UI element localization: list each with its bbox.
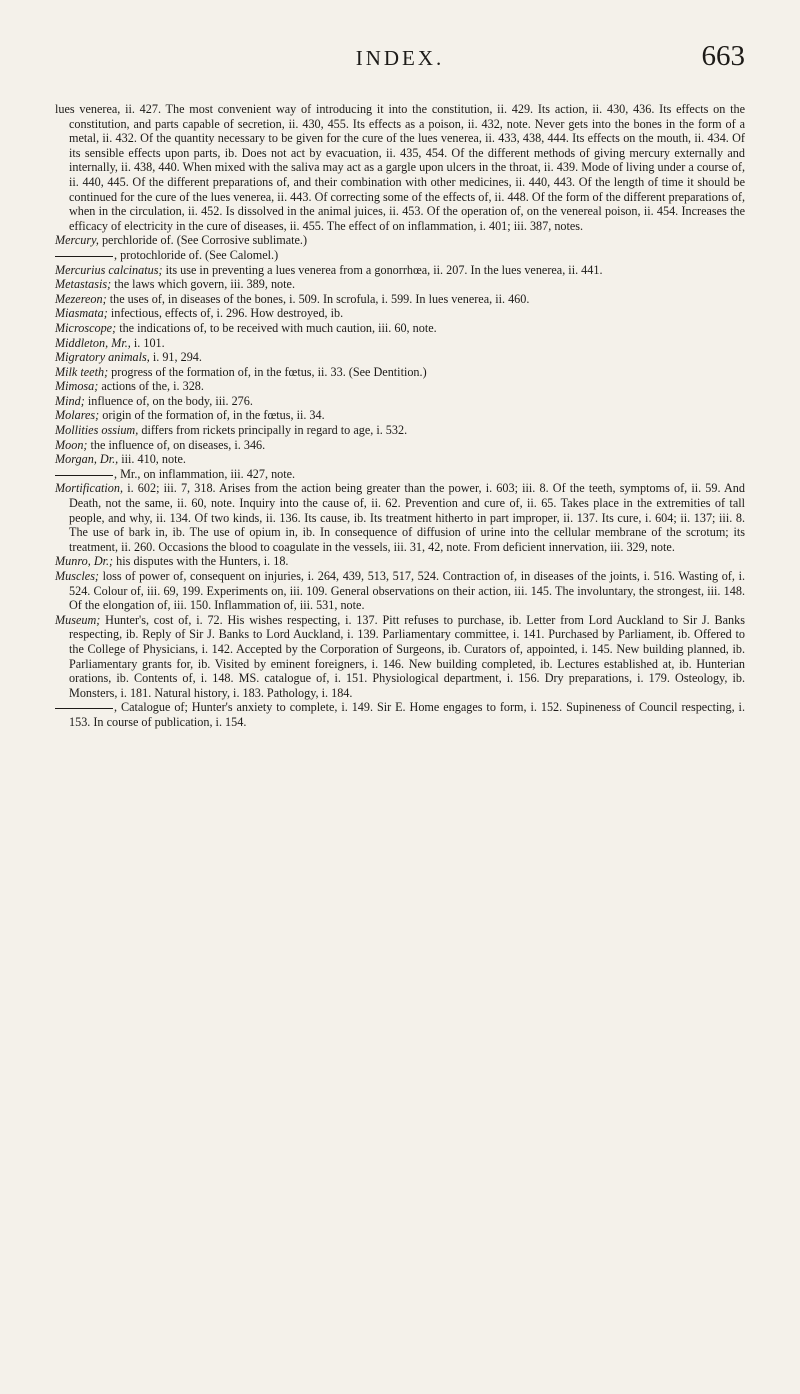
index-entry	[55, 438, 745, 453]
index-entry	[55, 394, 745, 409]
entry-text: iii. 410, note.	[118, 452, 186, 467]
ditto-rule	[55, 256, 113, 257]
index-entry	[55, 408, 745, 423]
index-entry	[55, 306, 745, 321]
page-header	[55, 40, 745, 84]
entry-heading: Migratory animals,	[55, 350, 150, 365]
index-entry	[55, 263, 745, 278]
entry-heading: Mercury,	[55, 233, 99, 248]
index-entry	[55, 365, 745, 380]
index-entry	[55, 350, 745, 365]
entry-heading: Munro, Dr.;	[55, 554, 114, 569]
index-entry	[55, 102, 745, 233]
entry-heading: Metastasis;	[55, 277, 112, 292]
entry-text: its use in preventing a lues venerea from a gonorrhœa, ii. 207. In the lues venerea, ii. 441.	[162, 262, 603, 277]
index-entry	[55, 379, 745, 394]
entry-text: actions of the, i. 328.	[98, 379, 204, 394]
index-entry	[55, 554, 745, 569]
entry-text: lues venerea, ii. 427. The most convenient way of introducing it into the constitution, ii. 429. Its action, ii. 430, 436. Its effects on the constitution, and parts capable of secretion, ii. 430, 455. Its effects as a poison, ii. 432, note. Never gets into the bones in the form of a metal, ii. 432. Of the quantity necessary to be given for the cure of the lues venerea, ii. 433, 438, 444. Its effects on the mouth, ii. 434. Of its sensible effects upon parts, ib. Does not act by evacuation, ii. 435, 454. Of the different methods of giving mercury externally and internally, ii. 438, 440. When mixed with the saliva may act as a gargle upon ulcers in the throat, ii. 439. Mode of living under a course of, ii. 440, 445. Of the different preparations of, and their combination with other medicines, ii. 440, 443. Of the length of time it should be continued for the cure of the lues venerea, ii. 443. Of correcting some of the effects of, ii. 448. Of the form of the different preparations of, when in the circulation, ii. 452. Is dissolved in the animal juices, ii. 453. Of the operation of, on the venereal poison, ii. 454. Increases the efficacy of electricity in the cure of diseases, ii. 455. The effect of on inflammation, i. 401; iii. 387, notes.	[55, 102, 745, 233]
entry-heading: Muscles;	[55, 569, 99, 583]
entry-text: Hunter's, cost of, i. 72. His wishes respecting, i. 137. Pitt refuses to purchase, ib. Letter from Lord Auckland to Sir J. Banks respecting, ib. Reply of Sir J. Banks to Lord Auckland, i. 139. Parliamentary committee, i. 141. Purchased by Parliament, ib. Offered to the College of Physicians, i. 142. Accepted by the Corporation of Surgeons, ib. Curators of, appointed, i. 145. New building planned, ib. Parliamentary grants for, ib. Visited by eminent foreigners, i. 146. New building completed, ib. Lectures established at, ib. Hunterian orations, ib. Contents of, i. 148. MS. catalogue of, i. 151. Physiological department, i. 156. Dry preparations, i. 179. Osteology, ib. Monsters, i. 181. Natural history, i. 183. Pathology, i. 184.	[69, 612, 745, 700]
index-entry	[55, 277, 745, 292]
entry-heading: Moon;	[55, 437, 88, 452]
index-entry	[55, 700, 745, 729]
entry-text: i. 602; iii. 7, 318. Arises from the action being greater than the power, i. 603; iii. 8. Of the teeth, symptoms of, ii. 59. And Death, not the same, ii. 60, note. Inquiry into the cause of, ii. 62. Prevention and cure of, ii. 65. Takes place in the extremities of tall people, and why, ii. 134. Of two kinds, ii. 136. Its cause, ib. Its treatment hitherto in part improper, ii. 137. Its cure, i. 604; ii. 137; iii. 8. The use of bark in, ib. The use of opium in, ib. In consequence of diffusion of urine into the cellular membrane of the scrotum; its treatment, ii. 260. Occasions the blood to coagulate in the vessels, iii. 31, 42, note. From deficient innervation, iii. 329, note.	[69, 481, 745, 554]
entry-heading: Mercurius calcinatus;	[55, 262, 163, 277]
entry-heading: Morgan, Dr.,	[55, 452, 119, 467]
index-entry	[55, 248, 745, 263]
index-entry	[55, 569, 745, 613]
entry-text: the influence of, on diseases, i. 346.	[87, 437, 266, 452]
entry-text: i. 91, 294.	[149, 350, 202, 365]
index-entry	[55, 321, 745, 336]
entry-heading: Miasmata;	[55, 306, 108, 321]
index-entry	[55, 233, 745, 248]
entry-heading: Mollities ossium,	[55, 423, 139, 438]
entry-text: perchloride of. (See Corrosive sublimate.)	[98, 233, 308, 248]
index-entries	[55, 102, 745, 730]
entry-text: influence of, on the body, iii. 276.	[84, 393, 253, 408]
entry-heading: Mortification,	[55, 481, 124, 496]
entry-heading: Museum;	[55, 612, 101, 627]
entry-heading: Microscope;	[55, 320, 117, 335]
index-entry	[55, 423, 745, 438]
entry-text: the laws which govern, iii. 389, note.	[111, 277, 295, 292]
index-entry	[55, 613, 745, 701]
page-number: 663	[701, 40, 745, 72]
entry-text: the indications of, to be received with much caution, iii. 60, note.	[116, 320, 437, 335]
entry-text: progress of the formation of, in the fœtus, ii. 33. (See Dentition.)	[108, 364, 427, 379]
entry-text: infectious, effects of, i. 296. How destroyed, ib.	[107, 306, 344, 321]
entry-heading: Mimosa;	[55, 379, 99, 394]
index-entry	[55, 467, 745, 482]
ditto-rule	[55, 475, 113, 476]
entry-text: , Mr., on inflammation, iii. 427, note.	[114, 466, 296, 481]
entry-heading: Molares;	[55, 408, 100, 423]
ditto-rule	[55, 708, 113, 709]
entry-text: i. 101.	[130, 335, 165, 350]
index-entry	[55, 452, 745, 467]
entry-heading: Middleton, Mr.,	[55, 335, 131, 350]
entry-text: differs from rickets principally in regard to age, i. 532.	[138, 423, 408, 438]
entry-text: , protochloride of. (See Calomel.)	[114, 247, 279, 262]
entry-text: the uses of, in diseases of the bones, i. 509. In scrofula, i. 599. In lues venerea, ii. 460.	[106, 291, 530, 306]
index-entry	[55, 481, 745, 554]
running-head: INDEX.	[355, 46, 445, 70]
entry-text: loss of power of, consequent on injuries, i. 264, 439, 513, 517, 524. Contraction of, in diseases of the joints, i. 516. Wasting of, i. 524. Colour of, iii. 69, 199. Experiments on, iii. 109. General observations on their action, iii. 145. The involuntary, the strongest, iii. 148. Of the elongation of, iii. 150. Inflammation of, iii. 531, note.	[69, 569, 745, 613]
index-entry	[55, 336, 745, 351]
entry-heading: Mind;	[55, 393, 85, 408]
index-entry	[55, 292, 745, 307]
entry-heading: Milk teeth;	[55, 364, 109, 379]
entry-text: , Catalogue of; Hunter's anxiety to complete, i. 149. Sir E. Home engages to form, i. 152. Supineness of Council respecting, i. 153. In course of publication, i. 154.	[69, 700, 745, 729]
entry-text: origin of the formation of, in the fœtus, ii. 34.	[99, 408, 325, 423]
entry-text: his disputes with the Hunters, i. 18.	[113, 554, 289, 569]
entry-heading: Mezereon;	[55, 291, 107, 306]
